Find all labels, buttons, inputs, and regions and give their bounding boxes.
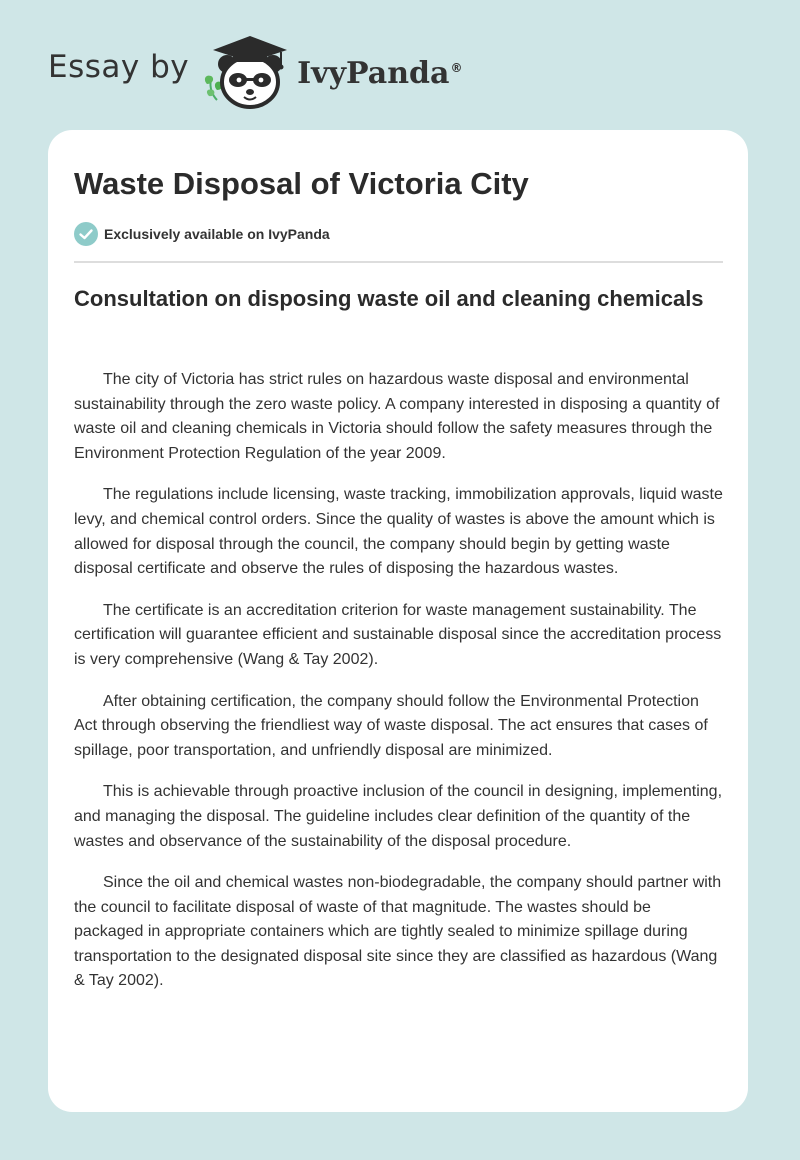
essay-by-label: Essay by [48,49,190,85]
paragraph: The regulations include licensing, waste tracking, immobilization approvals, liquid waste levy, and chemical control orders. Since the quality of wastes is above the amount which is allowed for disposal through the council, the company should begin by getting waste disposal certificate and observe the rules of disposing the hazardous wastes. [74,486,723,578]
registered-mark: ® [450,60,463,75]
site-header [48,30,462,110]
paragraph: Since the oil and chemical wastes non-biodegradable, the company should partner with the council to facilitate disposal of waste of that magnitude. The wastes should be packaged in appropriate containers which are tightly sealed to minimize spillage during transportation to the designated disposal site since they are classified as hazardous (Wang & Tay 2002). [74,874,722,990]
divider [74,261,723,263]
exclusive-label: Exclusively available on IvyPanda [104,226,330,242]
paragraph: This is achievable through proactive inclusion of the council in designing, implementing, and managing the disposal. The guideline includes clear definition of the quantity of the wastes and observance of the sustainability of the disposal procedure. [74,783,723,850]
check-circle-icon [74,222,98,246]
paragraph: The city of Victoria has strict rules on hazardous waste disposal and environmental sustainability through the zero waste policy. A company interested in disposing a quantity of waste oil and cleaning chemicals in Victoria should follow the safety measures through the Environment Protection Regulation of the year 2009. [74,371,720,462]
section-heading: Consultation on disposing waste oil and cleaning chemicals [74,286,704,311]
brand-name[interactable] [297,56,462,91]
essay-card [48,130,748,1112]
exclusive-badge [74,222,330,246]
essay-body [74,368,724,1011]
paragraph: The certificate is an accreditation criterion for waste management sustainability. The certification will guarantee efficient and sustainable disposal since the accreditation process is very comprehensive (Wang & Tay 2002). [74,601,722,668]
paragraph: After obtaining certification, the company should follow the Environmental Protection Act through observing the friendliest way of waste disposal. The act ensures that cases of spillage, poor transportation, and unfriendly disposal are minimized. [74,692,708,759]
page-title: Waste Disposal of Victoria City [74,166,529,201]
brand-name-text: IvyPanda [297,55,450,91]
panda-graduate-logo-icon[interactable] [203,30,295,110]
